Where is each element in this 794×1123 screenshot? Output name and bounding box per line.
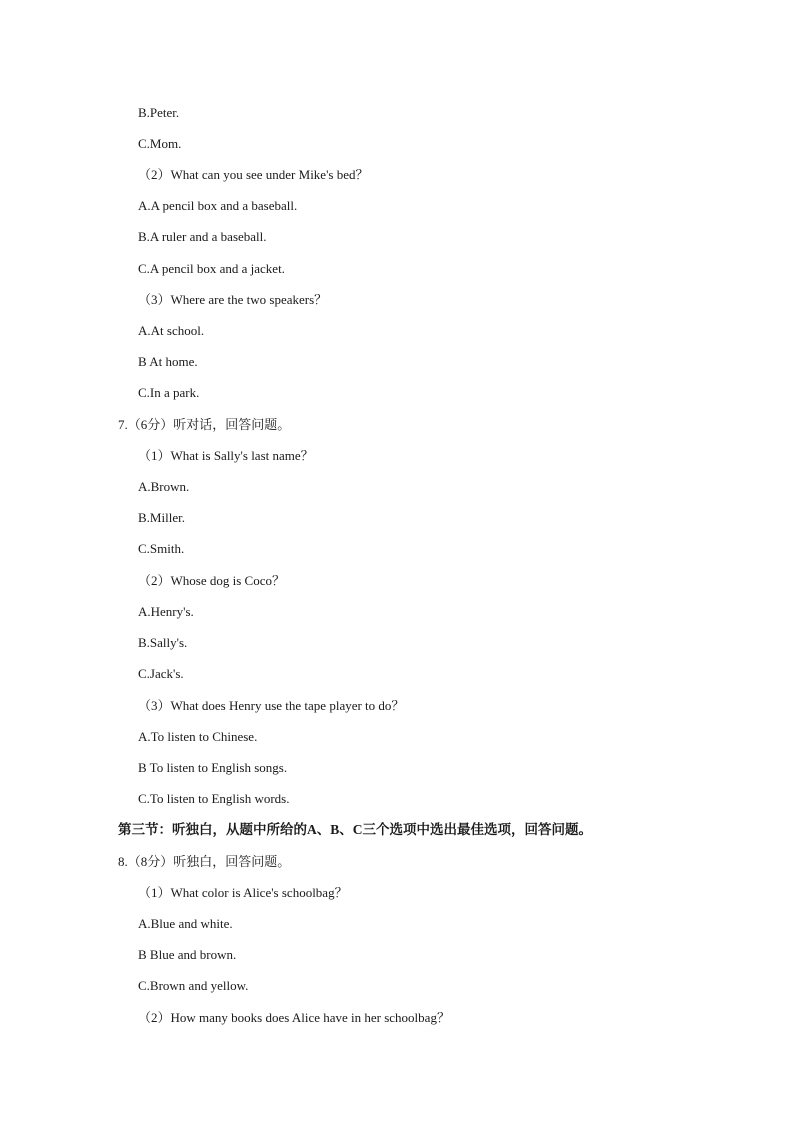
q7-3-option-a: A.To listen to Chinese. (138, 729, 258, 744)
q7-3-question: （3）What does Henry use the tape player to do？ (138, 698, 405, 713)
q6-2-question: （2）What can you see under Mike's bed？ (138, 167, 369, 182)
q8-stem: 8.（8分）听独白，回答问题。 (118, 854, 291, 869)
q7-stem: 7.（6分）听对话，回答问题。 (118, 417, 291, 432)
q7-3-option-b: B To listen to English songs. (138, 760, 288, 775)
q7-2-question: （2）Whose dog is Coco？ (138, 573, 285, 588)
q7-1-option-b: B.Miller. (138, 510, 185, 525)
q7-1-option-c: C.Smith. (138, 541, 185, 556)
q6-1-option-b: B.Peter. (138, 105, 180, 120)
q7-1-question: （1）What is Sally's last name？ (138, 448, 314, 463)
section-3-heading: 第三节：听独白，从题中所给的A、B、C三个选项中选出最佳选项，回答问题。 (118, 822, 593, 837)
q8-1-question: （1）What color is Alice's schoolbag？ (138, 885, 348, 900)
q6-1-option-c: C.Mom. (138, 136, 182, 151)
q6-3-option-c: C.In a park. (138, 385, 200, 400)
q8-1-option-b: B Blue and brown. (138, 947, 237, 962)
q6-3-option-b: B At home. (138, 354, 198, 369)
q8-1-option-a: A.Blue and white. (138, 916, 233, 931)
q6-2-option-b: B.A ruler and a baseball. (138, 229, 267, 244)
q7-1-option-a: A.Brown. (138, 479, 190, 494)
q7-3-option-c: C.To listen to English words. (138, 791, 290, 806)
q7-2-option-a: A.Henry's. (138, 604, 194, 619)
q8-2-question: （2）How many books does Alice have in her schoolbag？ (138, 1010, 450, 1025)
q7-2-option-c: C.Jack's. (138, 666, 184, 681)
q6-3-question: （3）Where are the two speakers？ (138, 292, 328, 307)
q6-2-option-c: C.A pencil box and a jacket. (138, 261, 285, 276)
q6-3-option-a: A.At school. (138, 323, 205, 338)
q6-2-option-a: A.A pencil box and a baseball. (138, 198, 298, 213)
q7-2-option-b: B.Sally's. (138, 635, 188, 650)
q8-1-option-c: C.Brown and yellow. (138, 978, 249, 993)
